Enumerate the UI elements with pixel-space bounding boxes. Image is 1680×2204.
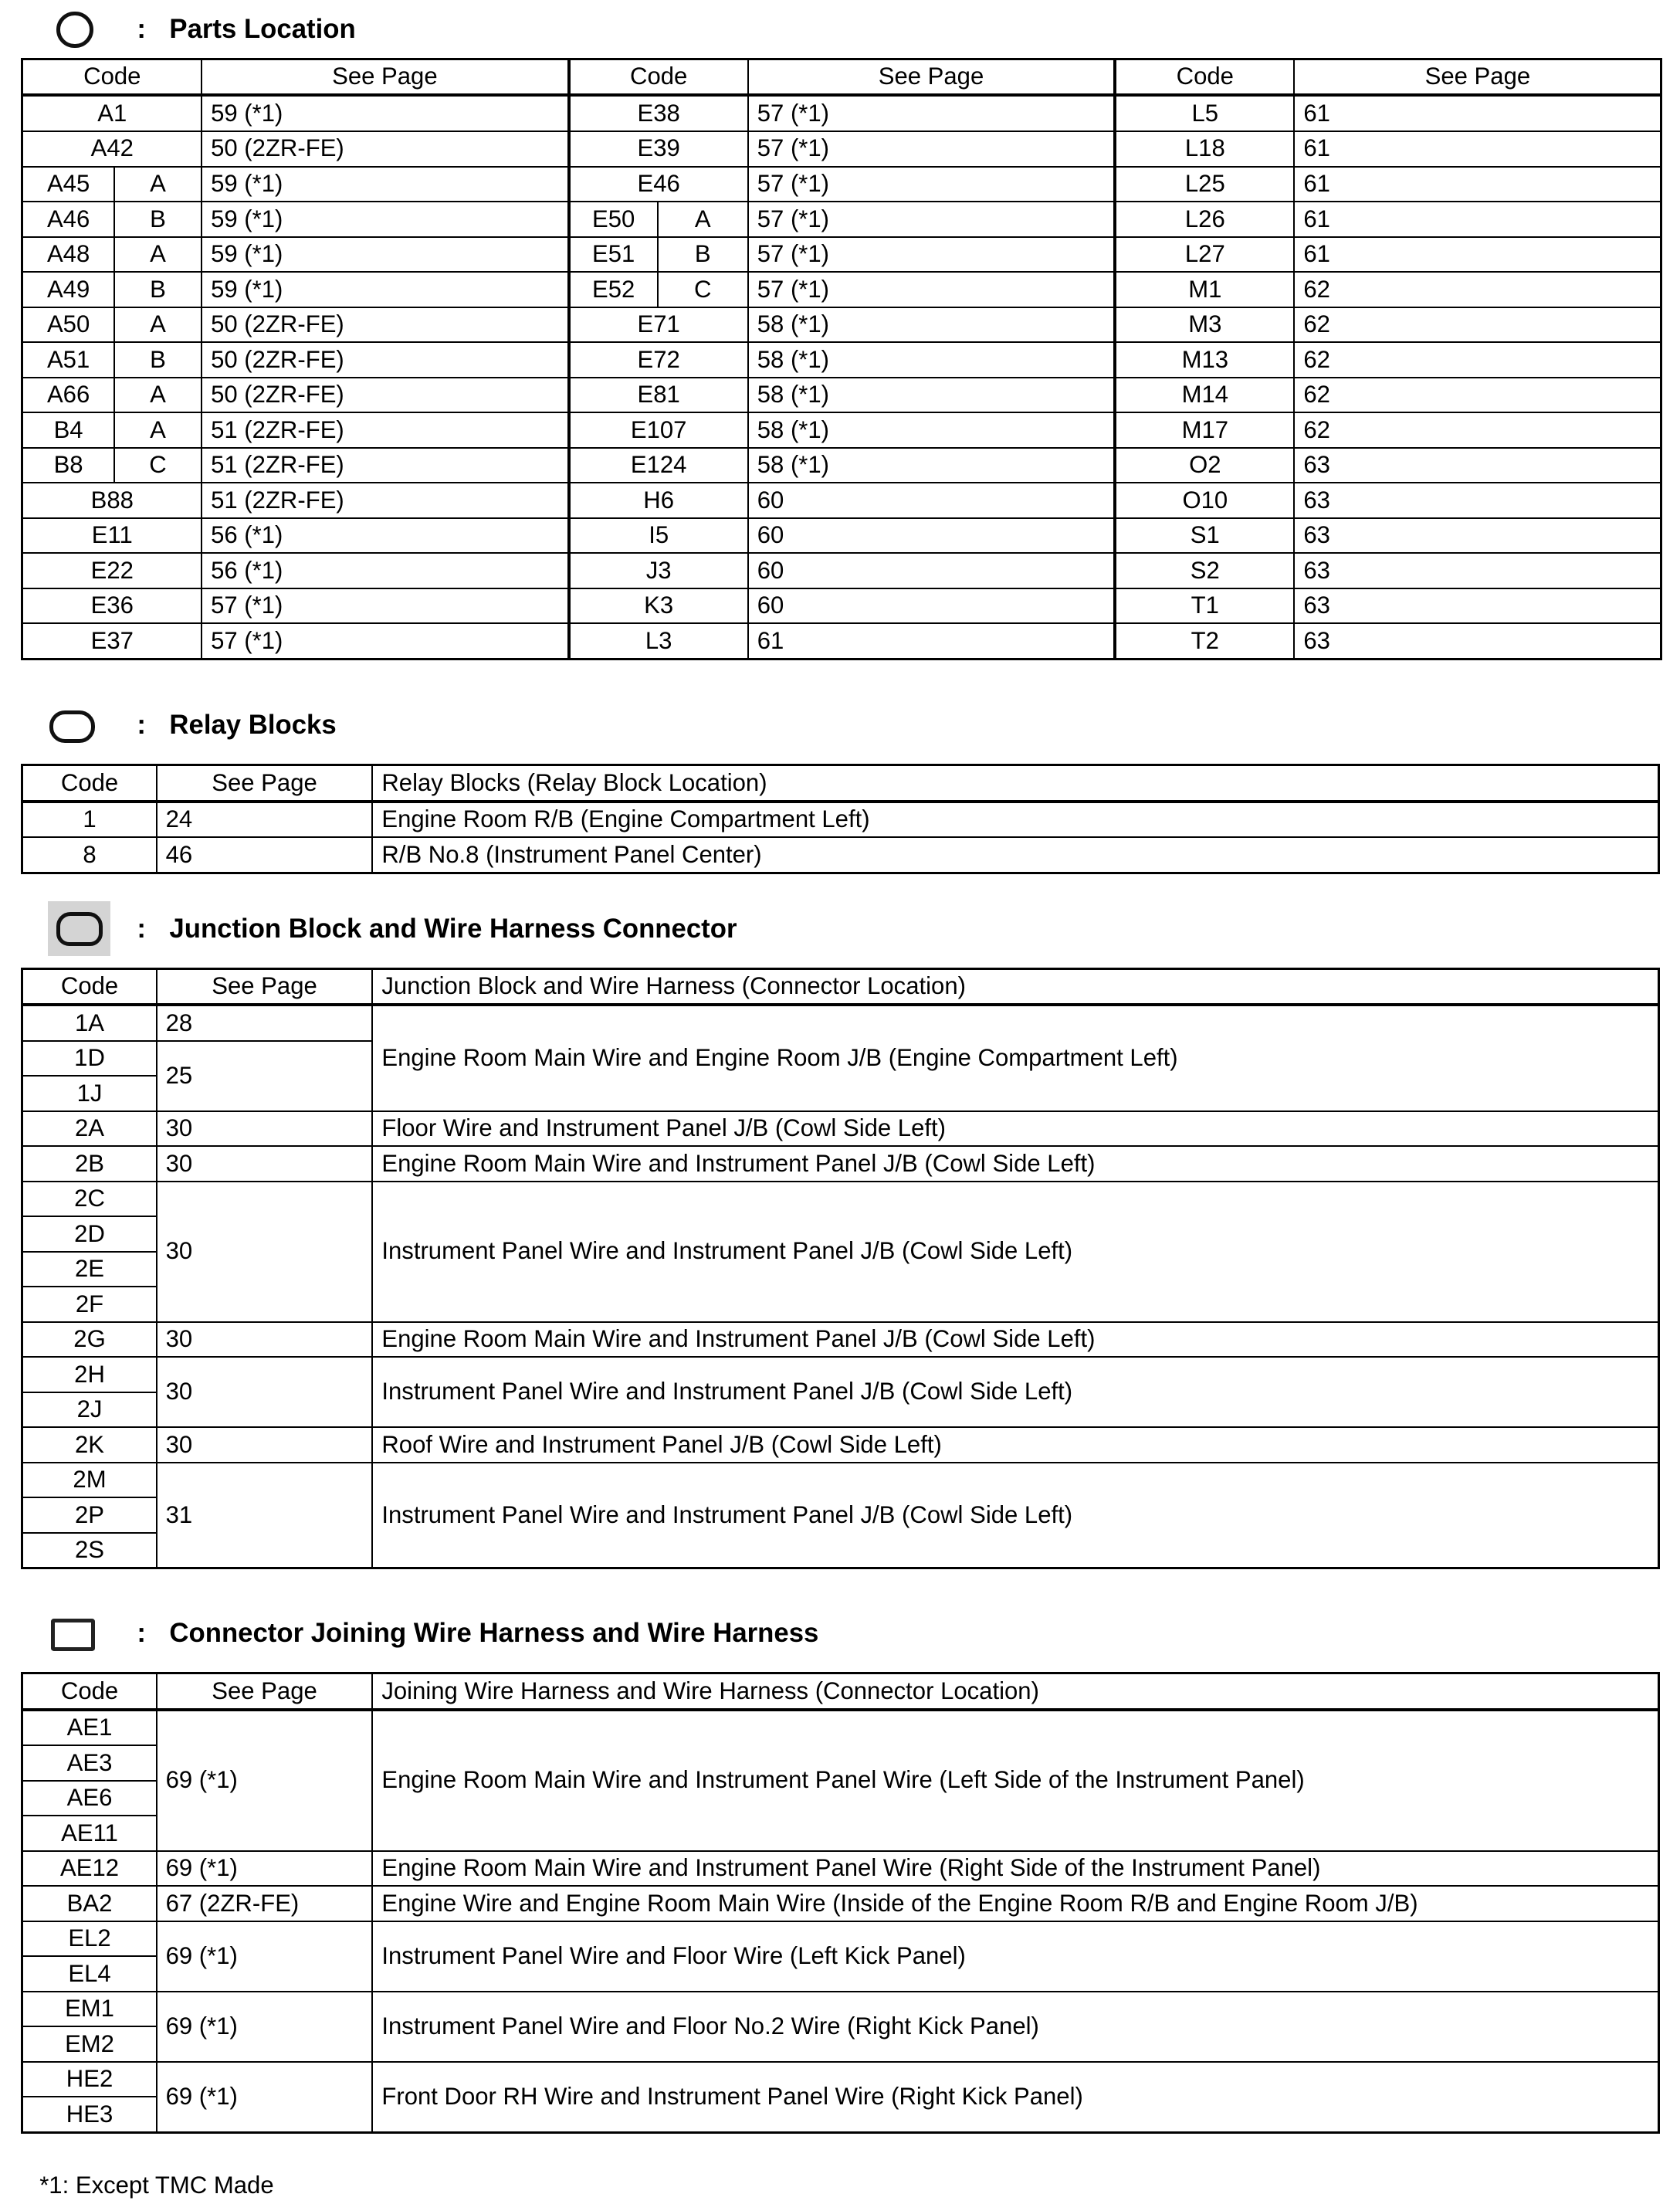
see-page-cell: 57 (*1) bbox=[202, 623, 568, 659]
code-cell: BA2 bbox=[22, 1886, 157, 1921]
code-cell: E72 bbox=[569, 342, 748, 378]
sub-code-cell: A bbox=[114, 237, 202, 273]
location-cell: Engine Room Main Wire and Instrument Panel Wire (Right Side of the Instrument Panel) bbox=[372, 1851, 1659, 1887]
sub-code-cell: C bbox=[114, 448, 202, 483]
location-cell: Front Door RH Wire and Instrument Panel Wire (Right Kick Panel) bbox=[372, 2062, 1659, 2133]
rounded-rect-symbol-icon bbox=[49, 710, 95, 743]
code-cell: A48 bbox=[22, 237, 114, 273]
see-page-cell: 63 bbox=[1294, 623, 1661, 659]
table-row bbox=[22, 837, 1659, 873]
code-cell: A45 bbox=[22, 167, 114, 202]
see-page-cell: 57 (*1) bbox=[748, 237, 1115, 273]
see-page-cell: 63 bbox=[1294, 483, 1661, 518]
code-cell: HE2 bbox=[22, 2062, 157, 2097]
location-cell: Instrument Panel Wire and Floor Wire (Left Kick Panel) bbox=[372, 1921, 1659, 1992]
see-page-cell: 51 (2ZR-FE) bbox=[202, 483, 568, 518]
code-cell: 2K bbox=[22, 1427, 157, 1463]
see-page-cell: 60 bbox=[748, 518, 1115, 554]
see-page-cell: 62 bbox=[1294, 272, 1661, 307]
header-row bbox=[22, 968, 1659, 1005]
see-page-cell: 62 bbox=[1294, 378, 1661, 413]
code-cell: E37 bbox=[22, 623, 202, 659]
code-cell: L26 bbox=[1115, 202, 1294, 237]
code-cell: L3 bbox=[569, 623, 748, 659]
see-page-cell: 56 (*1) bbox=[202, 518, 568, 554]
column-header-see-page: See Page bbox=[157, 968, 373, 1005]
colon: : bbox=[137, 914, 146, 944]
table-row bbox=[22, 1111, 1659, 1147]
see-page-cell: 61 bbox=[1294, 131, 1661, 167]
code-cell: E39 bbox=[569, 131, 748, 167]
code-cell: 1 bbox=[22, 802, 157, 838]
location-cell: Engine Room Main Wire and Engine Room J/B (Engine Compartment Left) bbox=[372, 1005, 1659, 1111]
code-cell: M13 bbox=[1115, 342, 1294, 378]
code-cell: E71 bbox=[569, 307, 748, 343]
code-cell: M1 bbox=[1115, 272, 1294, 307]
code-cell: 2E bbox=[22, 1252, 157, 1287]
code-cell: B8 bbox=[22, 448, 114, 483]
table-row bbox=[22, 412, 1661, 448]
code-cell: 2D bbox=[22, 1216, 157, 1252]
see-page-cell: 69 (*1) bbox=[157, 1851, 373, 1887]
table-row bbox=[22, 1146, 1659, 1182]
code-cell: S1 bbox=[1115, 518, 1294, 554]
location-cell: Roof Wire and Instrument Panel J/B (Cowl Side Left) bbox=[372, 1427, 1659, 1463]
see-page-cell: 57 (*1) bbox=[748, 167, 1115, 202]
code-cell: A1 bbox=[22, 95, 202, 131]
section-title: Relay Blocks bbox=[169, 710, 337, 741]
code-cell: EL4 bbox=[22, 1956, 157, 1992]
code-cell: E36 bbox=[22, 588, 202, 624]
code-cell: A50 bbox=[22, 307, 114, 343]
code-cell: B4 bbox=[22, 412, 114, 448]
header-row bbox=[22, 765, 1659, 802]
table-row bbox=[22, 307, 1661, 343]
see-page-cell: 69 (*1) bbox=[157, 1921, 373, 1992]
column-header-location: Junction Block and Wire Harness (Connector Location) bbox=[372, 968, 1659, 1005]
see-page-cell: 57 (*1) bbox=[748, 131, 1115, 167]
code-cell: A46 bbox=[22, 202, 114, 237]
see-page-cell: 59 (*1) bbox=[202, 167, 568, 202]
table-row bbox=[22, 202, 1661, 237]
code-cell: AE1 bbox=[22, 1710, 157, 1746]
code-cell: EL2 bbox=[22, 1921, 157, 1957]
table-row bbox=[22, 518, 1661, 554]
location-cell: Engine Wire and Engine Room Main Wire (Inside of the Engine Room R/B and Engine Room J/B) bbox=[372, 1886, 1659, 1921]
column-header-location: Joining Wire Harness and Wire Harness (Connector Location) bbox=[372, 1673, 1659, 1710]
code-cell: AE11 bbox=[22, 1816, 157, 1851]
circle-symbol-icon bbox=[56, 12, 93, 49]
see-page-cell: 58 (*1) bbox=[748, 342, 1115, 378]
code-cell: 2A bbox=[22, 1111, 157, 1147]
sub-code-cell: B bbox=[114, 272, 202, 307]
see-page-cell: 30 bbox=[157, 1427, 373, 1463]
table-row bbox=[22, 1005, 1659, 1041]
code-cell: T2 bbox=[1115, 623, 1294, 659]
colon: : bbox=[137, 14, 146, 44]
section-title: Parts Location bbox=[169, 14, 356, 44]
code-cell: L5 bbox=[1115, 95, 1294, 131]
see-page-cell: 61 bbox=[1294, 202, 1661, 237]
code-cell: E81 bbox=[569, 378, 748, 413]
table-row bbox=[22, 131, 1661, 167]
see-page-cell: 58 (*1) bbox=[748, 412, 1115, 448]
sub-code-cell: A bbox=[114, 167, 202, 202]
see-page-cell: 58 (*1) bbox=[748, 307, 1115, 343]
code-cell: T1 bbox=[1115, 588, 1294, 624]
code-cell: A49 bbox=[22, 272, 114, 307]
table-row bbox=[22, 1921, 1659, 1957]
table-row bbox=[22, 1182, 1659, 1217]
code-cell: EM1 bbox=[22, 1992, 157, 2027]
square-symbol-icon bbox=[51, 1619, 95, 1651]
header-row bbox=[22, 1673, 1659, 1710]
junction-block-table bbox=[21, 968, 1660, 1570]
section-title: Junction Block and Wire Harness Connector bbox=[169, 914, 737, 944]
code-cell: E38 bbox=[569, 95, 748, 131]
column-header-see-page: See Page bbox=[157, 765, 373, 802]
table-row bbox=[22, 1427, 1659, 1463]
code-cell: E46 bbox=[569, 167, 748, 202]
see-page-cell: 61 bbox=[1294, 237, 1661, 273]
see-page-cell: 50 (2ZR-FE) bbox=[202, 307, 568, 343]
location-cell: Instrument Panel Wire and Floor No.2 Wire (Right Kick Panel) bbox=[372, 1992, 1659, 2062]
sub-code-cell: A bbox=[114, 412, 202, 448]
see-page-cell: 57 (*1) bbox=[748, 95, 1115, 131]
code-cell: A66 bbox=[22, 378, 114, 413]
code-cell: 2J bbox=[22, 1392, 157, 1428]
sub-code-cell: B bbox=[114, 202, 202, 237]
code-cell: E50 bbox=[569, 202, 658, 237]
column-header-code: Code bbox=[22, 59, 202, 95]
see-page-cell: 63 bbox=[1294, 588, 1661, 624]
code-cell: 2H bbox=[22, 1357, 157, 1392]
code-cell: AE3 bbox=[22, 1745, 157, 1781]
code-cell: M3 bbox=[1115, 307, 1294, 343]
table-row bbox=[22, 342, 1661, 378]
code-cell: 2G bbox=[22, 1322, 157, 1358]
parts-location-table bbox=[21, 58, 1662, 660]
see-page-cell: 58 (*1) bbox=[748, 448, 1115, 483]
code-cell: K3 bbox=[569, 588, 748, 624]
location-cell: Instrument Panel Wire and Instrument Panel J/B (Cowl Side Left) bbox=[372, 1463, 1659, 1568]
see-page-cell: 59 (*1) bbox=[202, 95, 568, 131]
code-cell: E52 bbox=[569, 272, 658, 307]
column-header-code: Code bbox=[22, 968, 157, 1005]
code-cell: S2 bbox=[1115, 553, 1294, 588]
code-cell: M14 bbox=[1115, 378, 1294, 413]
code-cell: 2B bbox=[22, 1146, 157, 1182]
table-row bbox=[22, 95, 1661, 131]
header-row bbox=[22, 59, 1661, 95]
table-row bbox=[22, 448, 1661, 483]
code-cell: 1D bbox=[22, 1041, 157, 1077]
see-page-cell: 62 bbox=[1294, 342, 1661, 378]
table-row bbox=[22, 1992, 1659, 2027]
see-page-cell: 60 bbox=[748, 483, 1115, 518]
table-row bbox=[22, 1463, 1659, 1498]
sub-code-cell: B bbox=[658, 237, 748, 273]
column-header-see-page: See Page bbox=[157, 1673, 373, 1710]
see-page-cell: 62 bbox=[1294, 412, 1661, 448]
see-page-cell: 50 (2ZR-FE) bbox=[202, 378, 568, 413]
code-cell: 2C bbox=[22, 1182, 157, 1217]
see-page-cell: 57 (*1) bbox=[748, 202, 1115, 237]
code-cell: E107 bbox=[569, 412, 748, 448]
sub-code-cell: A bbox=[114, 307, 202, 343]
code-cell: 8 bbox=[22, 837, 157, 873]
see-page-cell: 28 bbox=[157, 1005, 373, 1041]
code-cell: J3 bbox=[569, 553, 748, 588]
see-page-cell: 69 (*1) bbox=[157, 1710, 373, 1851]
table-row bbox=[22, 2062, 1659, 2097]
column-header-location: Relay Blocks (Relay Block Location) bbox=[372, 765, 1659, 802]
code-cell: AE12 bbox=[22, 1851, 157, 1887]
see-page-cell: 59 (*1) bbox=[202, 272, 568, 307]
see-page-cell: 63 bbox=[1294, 518, 1661, 554]
location-cell: Instrument Panel Wire and Instrument Panel J/B (Cowl Side Left) bbox=[372, 1182, 1659, 1322]
location-cell: Engine Room Main Wire and Instrument Panel Wire (Left Side of the Instrument Panel) bbox=[372, 1710, 1659, 1851]
see-page-cell: 61 bbox=[1294, 95, 1661, 131]
code-cell: 2S bbox=[22, 1533, 157, 1568]
table-row bbox=[22, 588, 1661, 624]
table-row bbox=[22, 1322, 1659, 1358]
see-page-cell: 58 (*1) bbox=[748, 378, 1115, 413]
table-row bbox=[22, 623, 1661, 659]
location-cell: Floor Wire and Instrument Panel J/B (Cowl Side Left) bbox=[372, 1111, 1659, 1147]
see-page-cell: 63 bbox=[1294, 448, 1661, 483]
see-page-cell: 61 bbox=[1294, 167, 1661, 202]
see-page-cell: 25 bbox=[157, 1041, 373, 1111]
see-page-cell: 24 bbox=[157, 802, 373, 838]
table-row bbox=[22, 1851, 1659, 1887]
see-page-cell: 31 bbox=[157, 1463, 373, 1568]
code-cell: E51 bbox=[569, 237, 658, 273]
relay-blocks-table bbox=[21, 764, 1660, 874]
table-row bbox=[22, 272, 1661, 307]
joining-connector-table bbox=[21, 1672, 1660, 2134]
see-page-cell: 30 bbox=[157, 1182, 373, 1322]
code-cell: A51 bbox=[22, 342, 114, 378]
see-page-cell: 59 (*1) bbox=[202, 202, 568, 237]
code-cell: EM2 bbox=[22, 2026, 157, 2062]
junction-block-symbol-icon bbox=[56, 912, 103, 946]
column-header-code: Code bbox=[22, 765, 157, 802]
see-page-cell: 57 (*1) bbox=[748, 272, 1115, 307]
see-page-cell: 63 bbox=[1294, 553, 1661, 588]
code-cell: E124 bbox=[569, 448, 748, 483]
code-cell: AE6 bbox=[22, 1781, 157, 1816]
location-cell: Engine Room Main Wire and Instrument Panel J/B (Cowl Side Left) bbox=[372, 1322, 1659, 1358]
code-cell: O2 bbox=[1115, 448, 1294, 483]
see-page-cell: 61 bbox=[748, 623, 1115, 659]
see-page-cell: 51 (2ZR-FE) bbox=[202, 448, 568, 483]
code-cell: 2P bbox=[22, 1497, 157, 1533]
code-cell: E22 bbox=[22, 553, 202, 588]
table-row bbox=[22, 1357, 1659, 1392]
code-cell: 2M bbox=[22, 1463, 157, 1498]
code-cell: O10 bbox=[1115, 483, 1294, 518]
code-cell: 1A bbox=[22, 1005, 157, 1041]
code-cell: I5 bbox=[569, 518, 748, 554]
see-page-cell: 69 (*1) bbox=[157, 1992, 373, 2062]
see-page-cell: 67 (2ZR-FE) bbox=[157, 1886, 373, 1921]
see-page-cell: 60 bbox=[748, 588, 1115, 624]
table-row bbox=[22, 378, 1661, 413]
column-header-see-page: See Page bbox=[748, 59, 1115, 95]
see-page-cell: 30 bbox=[157, 1111, 373, 1147]
code-cell: 2F bbox=[22, 1287, 157, 1322]
table-row bbox=[22, 167, 1661, 202]
table-row bbox=[22, 237, 1661, 273]
code-cell: L25 bbox=[1115, 167, 1294, 202]
column-header-code: Code bbox=[569, 59, 748, 95]
see-page-cell: 30 bbox=[157, 1322, 373, 1358]
see-page-cell: 56 (*1) bbox=[202, 553, 568, 588]
see-page-cell: 50 (2ZR-FE) bbox=[202, 131, 568, 167]
sub-code-cell: C bbox=[658, 272, 748, 307]
code-cell: 1J bbox=[22, 1076, 157, 1111]
footnote: *1: Except TMC Made bbox=[39, 2172, 274, 2199]
column-header-code: Code bbox=[22, 1673, 157, 1710]
table-row bbox=[22, 1710, 1659, 1746]
table-row bbox=[22, 483, 1661, 518]
code-cell: B88 bbox=[22, 483, 202, 518]
location-cell: R/B No.8 (Instrument Panel Center) bbox=[372, 837, 1659, 873]
column-header-see-page: See Page bbox=[1294, 59, 1661, 95]
see-page-cell: 59 (*1) bbox=[202, 237, 568, 273]
location-cell: Instrument Panel Wire and Instrument Panel J/B (Cowl Side Left) bbox=[372, 1357, 1659, 1427]
sub-code-cell: A bbox=[114, 378, 202, 413]
colon: : bbox=[137, 1619, 146, 1649]
location-cell: Engine Room Main Wire and Instrument Panel J/B (Cowl Side Left) bbox=[372, 1146, 1659, 1182]
code-cell: L27 bbox=[1115, 237, 1294, 273]
see-page-cell: 30 bbox=[157, 1146, 373, 1182]
see-page-cell: 57 (*1) bbox=[202, 588, 568, 624]
column-header-code: Code bbox=[1115, 59, 1294, 95]
table-row bbox=[22, 1886, 1659, 1921]
see-page-cell: 60 bbox=[748, 553, 1115, 588]
see-page-cell: 46 bbox=[157, 837, 373, 873]
see-page-cell: 30 bbox=[157, 1357, 373, 1427]
see-page-cell: 51 (2ZR-FE) bbox=[202, 412, 568, 448]
sub-code-cell: A bbox=[658, 202, 748, 237]
code-cell: M17 bbox=[1115, 412, 1294, 448]
see-page-cell: 50 (2ZR-FE) bbox=[202, 342, 568, 378]
colon: : bbox=[137, 710, 146, 741]
code-cell: E11 bbox=[22, 518, 202, 554]
see-page-cell: 69 (*1) bbox=[157, 2062, 373, 2133]
see-page-cell: 62 bbox=[1294, 307, 1661, 343]
section-title: Connector Joining Wire Harness and Wire Harness bbox=[169, 1619, 819, 1649]
column-header-see-page: See Page bbox=[202, 59, 568, 95]
table-row bbox=[22, 553, 1661, 588]
sub-code-cell: B bbox=[114, 342, 202, 378]
code-cell: L18 bbox=[1115, 131, 1294, 167]
code-cell: HE3 bbox=[22, 2097, 157, 2132]
table-row bbox=[22, 802, 1659, 838]
code-cell: A42 bbox=[22, 131, 202, 167]
code-cell: H6 bbox=[569, 483, 748, 518]
location-cell: Engine Room R/B (Engine Compartment Left) bbox=[372, 802, 1659, 838]
